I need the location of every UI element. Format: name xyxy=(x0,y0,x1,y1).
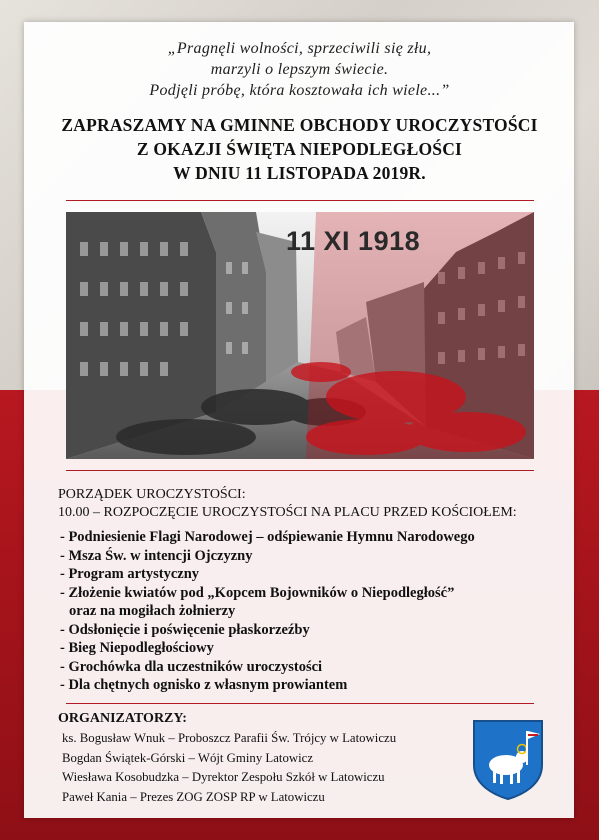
quote-line: „Pragnęli wolności, sprzeciwili się złu, xyxy=(167,40,432,57)
program-start: 10.00 – ROZPOCZĘCIE UROCZYSTOŚCI NA PLACU PRZED KOŚCIOŁEM: xyxy=(58,505,517,520)
organizers-title: ORGANIZATORZY: xyxy=(58,711,187,726)
organizer-row: Bogdan Świątek-Górski – Wójt Gminy Latowicz xyxy=(62,750,314,765)
organizer-row: ks. Bogusław Wnuk – Proboszcz Parafii Św. Trójcy w Latowiczu xyxy=(62,731,397,745)
divider xyxy=(66,200,534,201)
list-item: - Podniesienie Flagi Narodowej – odśpiewanie Hymnu Narodowego xyxy=(60,529,475,545)
divider xyxy=(66,703,534,704)
headline xyxy=(0,113,599,185)
list-item: - Dla chętnych ognisko z własnym prowiantem xyxy=(60,677,348,693)
list-item: - Złożenie kwiatów pod „Kopcem Bojowników o Niepodległość” xyxy=(60,584,455,601)
organizer-row: Paweł Kania – Prezes ZOG ZOSP RP w Latowiczu xyxy=(62,789,325,804)
divider xyxy=(66,470,534,471)
headline-line: W DNIU 11 LISTOPADA 2019R. xyxy=(173,163,426,183)
latowicz-coat-of-arms-icon xyxy=(472,719,544,801)
list-item: - Odsłonięcie i poświęcenie płaskorzeźby xyxy=(60,621,310,638)
historical-photo xyxy=(66,212,534,459)
headline-line: Z OKAZJI ŚWIĘTA NIEPODLEGŁOŚCI xyxy=(136,139,463,159)
quote-line: marzyli o lepszym świecie. xyxy=(210,61,389,78)
quote xyxy=(0,38,599,101)
list-item: - Grochówka dla uczestników uroczystości xyxy=(60,658,323,675)
organizers-list xyxy=(62,729,396,807)
program-list xyxy=(60,528,475,695)
list-item: - Bieg Niepodległościowy xyxy=(60,640,214,656)
list-item: - Program artystyczny xyxy=(60,566,200,582)
program-title: PORZĄDEK UROCZYSTOŚCI: xyxy=(58,487,246,502)
quote-line: Podjęli próbę, która kosztowała ich wiele...” xyxy=(149,82,450,99)
photo-caption: 11 XI 1918 xyxy=(286,226,421,256)
list-item: - Msza Św. w intencji Ojczyzny xyxy=(60,547,253,564)
headline-line: ZAPRASZAMY NA GMINNE OBCHODY UROCZYSTOŚCI xyxy=(61,115,538,135)
organizer-row: Wiesława Kosobudzka – Dyrektor Zespołu Szkół w Latowiczu xyxy=(62,770,385,784)
list-item-continuation: oraz na mogiłach żołnierzy xyxy=(69,603,236,619)
